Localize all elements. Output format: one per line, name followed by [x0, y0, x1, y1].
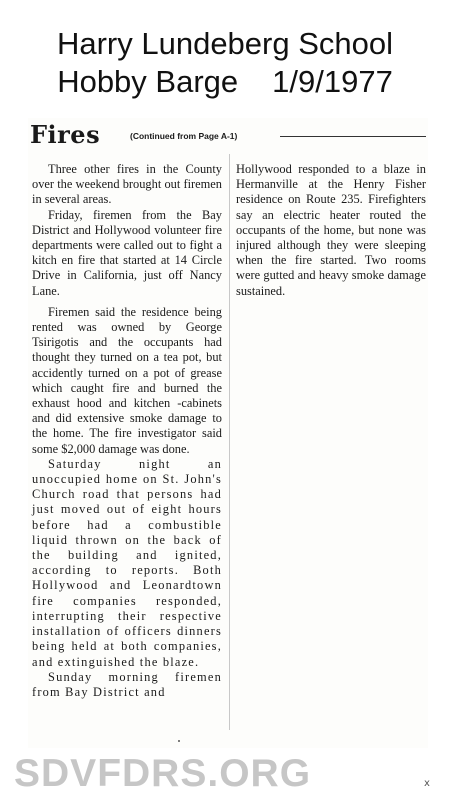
article-column-left: [32, 162, 222, 700]
newspaper-clipping: [28, 118, 428, 748]
article-heading: Fires: [30, 120, 101, 149]
article-paragraph: Saturday night an unoccupied home on St. John's Church road that persons had just moved out of eight hours before had a combustible liquid thrown on the back of the building and ignited, according to reports. Both Hollywood and Leonardtown fire companies responded, interrupting their respective installation of officers dinners being held at both companies, and extinguished the blaze.: [32, 456, 222, 669]
slide-title-subject: Hobby Barge: [57, 64, 239, 99]
slide-title-line-1: [0, 26, 450, 62]
article-heading-row: [30, 120, 426, 150]
slide-title-school: Harry Lundeberg School: [56, 26, 394, 61]
slide-title-date: 1/9/1977: [272, 64, 393, 99]
corner-mark: x: [424, 778, 430, 789]
print-speck: [178, 740, 180, 742]
site-watermark: SDVFDRS.ORG: [14, 752, 312, 795]
column-divider: [229, 154, 230, 730]
article-paragraph: Sunday morning firemen from Bay District and: [32, 669, 222, 699]
heading-rule: [280, 136, 426, 137]
article-paragraph: Firemen said the residence being rented was owned by George Tsirigotis and the occupants had thought they turned on a tea pot, but accidently turned on a pot of grease which caught fire and burned the exhaust hood and kitchen -cabinets and did extensive smoke damage to the home. The fire investigator said some $2,000 damage was done.: [32, 304, 222, 456]
article-paragraph: Three other fires in the County over the weekend brought out firemen in several areas.: [32, 162, 222, 207]
article-column-right: [236, 162, 426, 299]
continued-note: (Continued from Page A-1): [130, 131, 238, 141]
article-paragraph: Hollywood responded to a blaze in Hermanville at the Henry Fisher residence on Route 235. Firefighters say an electric heater routed the occupants of the home, but none was injured although they were sleeping when the fire started. Two rooms were gutted and heavy smoke damage sustained.: [236, 162, 426, 298]
slide-title-line-2: [0, 64, 450, 100]
article-paragraph: Friday, firemen from the Bay District and Hollywood volunteer fire departments were called out to fight a kitch en fire that started at 14 Circle Drive in California, just off Nancy Lane.: [32, 207, 222, 298]
